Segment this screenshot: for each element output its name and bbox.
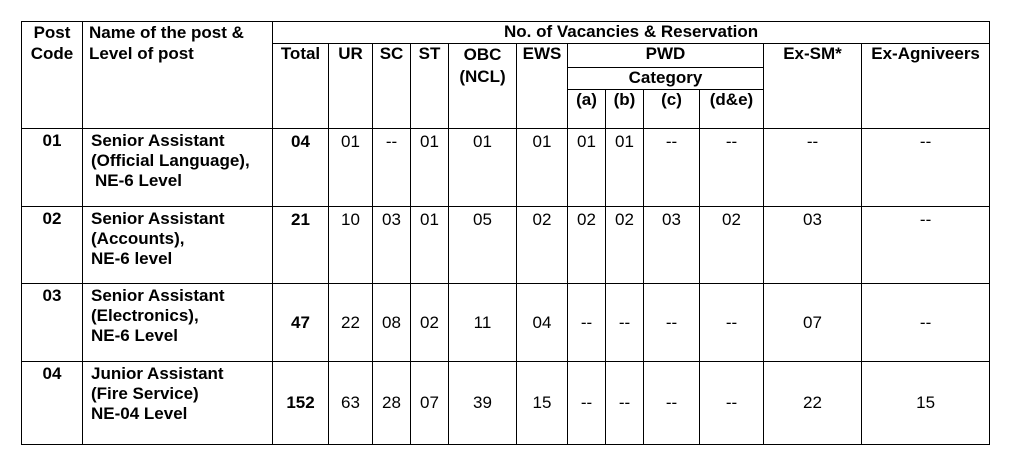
cell-total: 04 xyxy=(273,128,329,207)
cell-total: 152 xyxy=(273,362,329,445)
cell-ur: 22 xyxy=(329,283,373,362)
header-ex-agniveers: Ex-Agniveers xyxy=(862,44,990,129)
table-row xyxy=(22,283,990,362)
cell-ex-sm: 07 xyxy=(764,283,862,362)
cell-ur: 63 xyxy=(329,362,373,445)
cell-pwd-b: 01 xyxy=(606,128,644,207)
post-name-line: NE-6 level xyxy=(91,249,173,269)
cell-ews: 01 xyxy=(517,128,568,207)
cell-ur: 01 xyxy=(329,128,373,207)
post-name-line: Senior Assistant xyxy=(91,209,225,229)
cell-ex-agniveers: 15 xyxy=(862,362,990,445)
header-ex-sm: Ex-SM* xyxy=(764,44,862,129)
cell-pwd-c: 03 xyxy=(644,207,700,284)
header-row-1 xyxy=(22,22,990,44)
post-name-line: (Official Language), xyxy=(91,150,250,170)
post-name-line: NE-6 Level xyxy=(95,170,182,190)
row-post-code: 02 xyxy=(22,207,83,284)
cell-ex-agniveers: -- xyxy=(862,128,990,207)
cell-sc: 28 xyxy=(373,362,411,445)
cell-pwd-b: 02 xyxy=(606,207,644,284)
header-pwd-a: (a) xyxy=(568,90,606,128)
header-ur: UR xyxy=(329,44,373,129)
cell-ur: 10 xyxy=(329,207,373,284)
header-obc-text: OBC (NCL) xyxy=(459,45,506,87)
post-name-line: (Fire Service) xyxy=(91,384,199,404)
header-post-code xyxy=(22,22,83,129)
cell-sc: 08 xyxy=(373,283,411,362)
cell-pwd-b: -- xyxy=(606,362,644,445)
cell-pwd-c: -- xyxy=(644,283,700,362)
cell-ex-sm: -- xyxy=(764,128,862,207)
cell-ex-sm: 22 xyxy=(764,362,862,445)
post-name-line: (Electronics), xyxy=(91,305,199,325)
cell-obc: 01 xyxy=(449,128,517,207)
cell-obc: 11 xyxy=(449,283,517,362)
post-name-line: NE-04 Level xyxy=(91,404,188,424)
row-post-code: 03 xyxy=(22,283,83,362)
post-name-line: Senior Assistant xyxy=(91,130,225,150)
header-post-code-text: Post Code xyxy=(30,23,74,63)
post-name-line: Senior Assistant xyxy=(91,285,225,305)
row-post-code: 04 xyxy=(22,362,83,445)
cell-pwd-a: -- xyxy=(568,283,606,362)
row-post-name xyxy=(83,362,273,445)
cell-pwd-b: -- xyxy=(606,283,644,362)
cell-ex-sm: 03 xyxy=(764,207,862,284)
cell-ews: 02 xyxy=(517,207,568,284)
cell-total: 21 xyxy=(273,207,329,284)
cell-pwd-de: 02 xyxy=(700,207,764,284)
cell-pwd-c: -- xyxy=(644,128,700,207)
cell-obc: 39 xyxy=(449,362,517,445)
table-row xyxy=(22,207,990,284)
header-pwd-c: (c) xyxy=(644,90,700,128)
cell-sc: -- xyxy=(373,128,411,207)
cell-pwd-de: -- xyxy=(700,362,764,445)
header-obc xyxy=(449,44,517,129)
header-pwd: PWD xyxy=(568,44,764,68)
header-category: Category xyxy=(568,68,764,90)
cell-ex-agniveers: -- xyxy=(862,283,990,362)
row-post-code: 01 xyxy=(22,128,83,207)
cell-pwd-de: -- xyxy=(700,283,764,362)
post-name-line: (Accounts), xyxy=(91,229,185,249)
vacancy-table xyxy=(21,21,990,445)
header-pwd-de: (d&e) xyxy=(700,90,764,128)
header-total: Total xyxy=(273,44,329,129)
cell-pwd-a: 01 xyxy=(568,128,606,207)
cell-sc: 03 xyxy=(373,207,411,284)
header-vacancies: No. of Vacancies & Reservation xyxy=(273,22,990,44)
cell-obc: 05 xyxy=(449,207,517,284)
post-name-line: NE-6 Level xyxy=(91,325,178,345)
header-sc: SC xyxy=(373,44,411,129)
cell-total: 47 xyxy=(273,283,329,362)
table-row xyxy=(22,362,990,445)
post-name-line: Junior Assistant xyxy=(91,364,224,384)
cell-pwd-c: -- xyxy=(644,362,700,445)
header-ews: EWS xyxy=(517,44,568,129)
header-post-name-text: Name of the post & Level of post xyxy=(89,23,244,63)
cell-pwd-a: 02 xyxy=(568,207,606,284)
row-post-name xyxy=(83,128,273,207)
header-pwd-b: (b) xyxy=(606,90,644,128)
cell-st: 07 xyxy=(411,362,449,445)
cell-pwd-a: -- xyxy=(568,362,606,445)
header-post-name xyxy=(83,22,273,129)
cell-st: 02 xyxy=(411,283,449,362)
header-st: ST xyxy=(411,44,449,129)
cell-st: 01 xyxy=(411,207,449,284)
cell-pwd-de: -- xyxy=(700,128,764,207)
table-row xyxy=(22,128,990,207)
cell-ex-agniveers: -- xyxy=(862,207,990,284)
cell-ews: 04 xyxy=(517,283,568,362)
cell-st: 01 xyxy=(411,128,449,207)
row-post-name xyxy=(83,207,273,284)
row-post-name xyxy=(83,283,273,362)
cell-ews: 15 xyxy=(517,362,568,445)
